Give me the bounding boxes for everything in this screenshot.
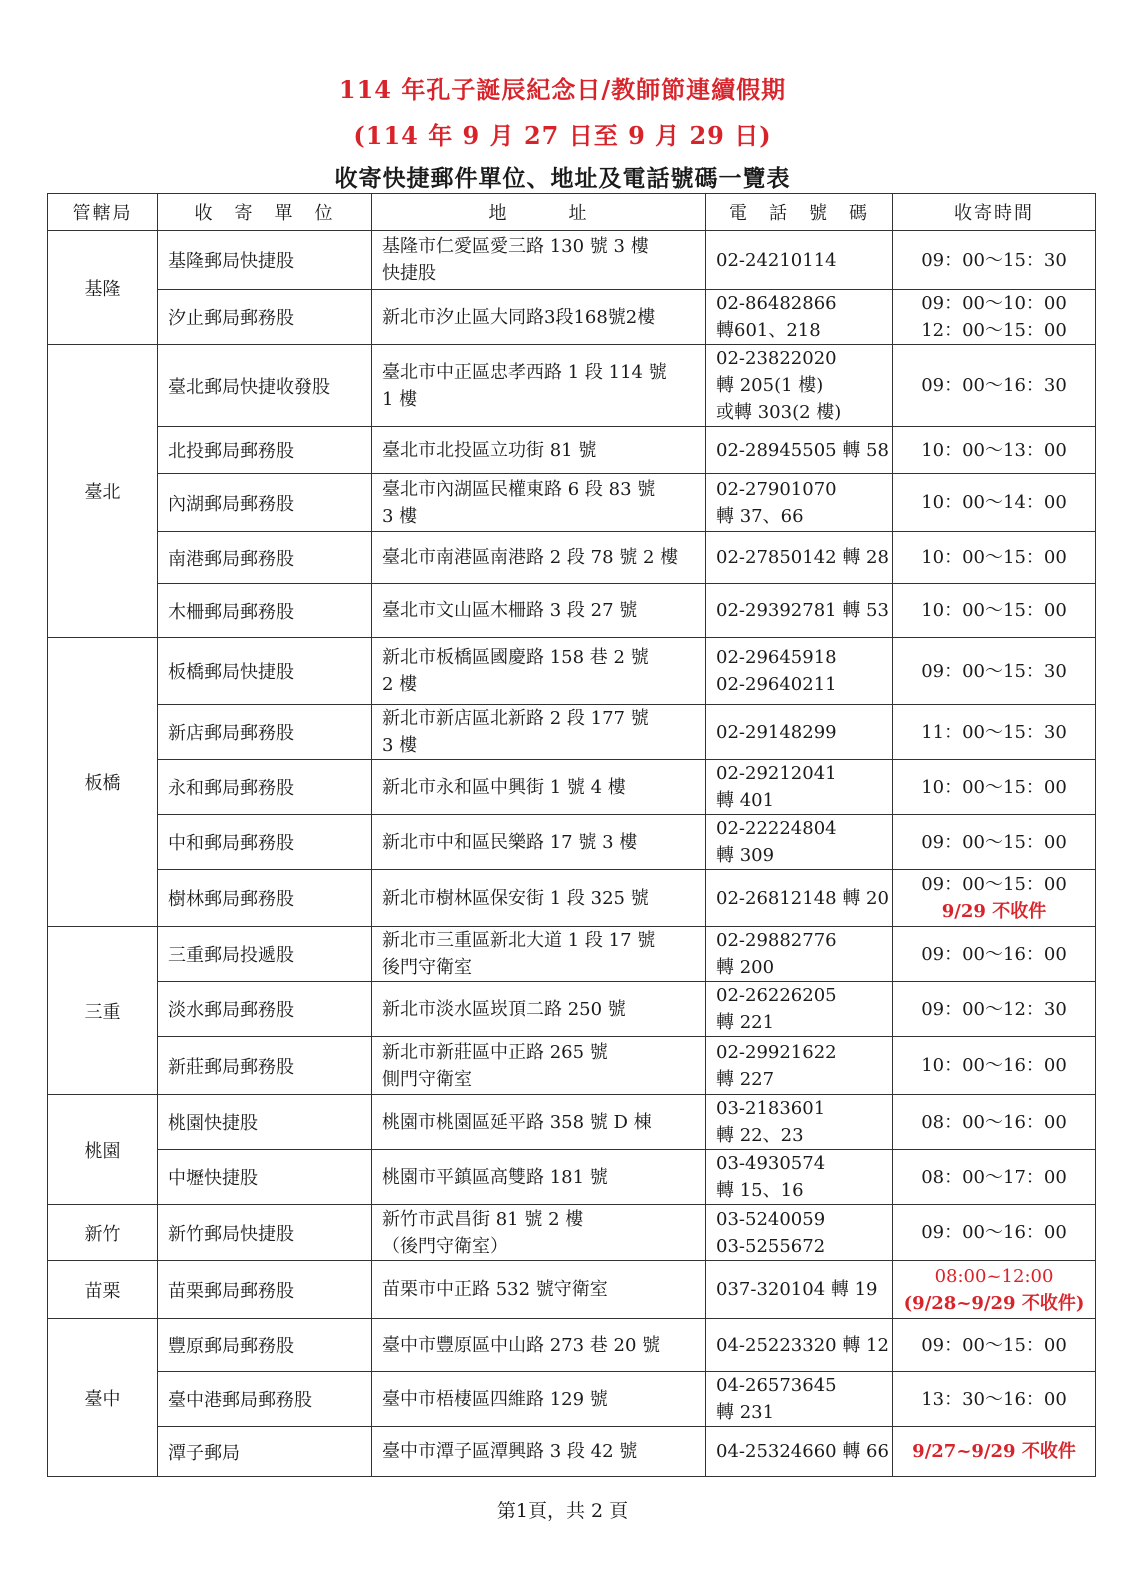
- unit-cell: 桃園快捷股: [158, 1095, 372, 1150]
- address-cell: [372, 1372, 706, 1427]
- table-row: [48, 1319, 1096, 1372]
- phone-line: 轉601、218: [716, 320, 821, 341]
- time-line: 09：00～15：30: [921, 249, 1067, 271]
- address-line: 桃園市桃園區延平路 358 號 D 棟: [382, 1111, 652, 1133]
- time-line: 09：00～12：30: [921, 998, 1067, 1020]
- address-cell: [372, 231, 706, 290]
- unit-cell: 木柵郵局郵務股: [158, 584, 372, 638]
- unit-cell: 臺中港郵局郵務股: [158, 1372, 372, 1427]
- phone-cell: [706, 1150, 893, 1205]
- address-cell: [372, 1095, 706, 1150]
- time-line-red: 08:00~12:00: [934, 1265, 1054, 1287]
- address-cell: [372, 638, 706, 705]
- address-line: 側門守衛室: [382, 1068, 472, 1090]
- table-row: [48, 1372, 1096, 1427]
- address-line: 新北市板橋區國慶路 158 巷 2 號: [382, 647, 649, 668]
- phone-line: 02-29645918: [716, 647, 837, 668]
- phone-cell: [706, 474, 893, 532]
- time-line: 09：00～16：30: [921, 375, 1067, 396]
- address-line: 臺北市北投區立功街 81 號: [382, 439, 597, 461]
- unit-cell: 新竹郵局快捷股: [158, 1205, 372, 1261]
- phone-line: 02-29212041: [716, 763, 837, 784]
- table-header-row: [48, 194, 1096, 231]
- time-line: 10：00～15：00: [921, 547, 1067, 568]
- unit-cell: 汐止郵局郵務股: [158, 290, 372, 345]
- phone-cell: [706, 1095, 893, 1150]
- title-line-1: 114 年孔子誕辰紀念日/教師節連續假期: [338, 75, 787, 104]
- phone-cell: [706, 982, 893, 1037]
- phone-cell: [706, 870, 893, 927]
- address-cell: [372, 760, 706, 815]
- address-cell: [372, 927, 706, 982]
- time-line: 09：00～16：00: [921, 1222, 1067, 1243]
- time-cell: [893, 290, 1096, 345]
- address-line: 新北市新店區北新路 2 段 177 號: [382, 708, 649, 729]
- address-line: 2 樓: [382, 674, 418, 695]
- time-cell: [893, 427, 1096, 474]
- address-line: 3 樓: [382, 735, 418, 756]
- unit-cell: 臺北郵局快捷收發股: [158, 345, 372, 427]
- phone-cell: [706, 231, 893, 290]
- phone-cell: [706, 427, 893, 474]
- phone-line: 02-26812148 轉 20: [716, 887, 889, 909]
- table-row: [48, 1095, 1096, 1150]
- unit-cell: 南港郵局郵務股: [158, 532, 372, 584]
- phone-cell: [706, 1319, 893, 1372]
- phone-cell: [706, 532, 893, 584]
- time-line: 09：00～15：30: [921, 660, 1067, 682]
- bureau-cell: 基隆: [48, 231, 158, 345]
- table-row: [48, 1261, 1096, 1319]
- header-address: 地 址: [372, 194, 706, 231]
- address-line: （後門守衛室）: [382, 1235, 508, 1257]
- header-unit: 收 寄 單 位: [158, 194, 372, 231]
- address-cell: [372, 1037, 706, 1095]
- address-cell: [372, 427, 706, 474]
- time-cell: [893, 474, 1096, 532]
- time-line: 08：00～16：00: [921, 1111, 1067, 1133]
- time-cell: [893, 815, 1096, 870]
- bureau-cell: 臺北: [48, 345, 158, 638]
- time-cell: [893, 1261, 1096, 1319]
- phone-cell: [706, 1205, 893, 1261]
- unit-cell: 中和郵局郵務股: [158, 815, 372, 870]
- address-cell: [372, 584, 706, 638]
- table-row: [48, 290, 1096, 345]
- address-line: 臺北市文山區木柵路 3 段 27 號: [382, 600, 638, 621]
- phone-line: 03-5240059: [716, 1208, 826, 1230]
- phone-line: 轉 205(1 樓): [716, 375, 824, 396]
- bureau-cell: 三重: [48, 927, 158, 1095]
- address-line: 新北市樹林區保安街 1 段 325 號: [382, 887, 649, 909]
- address-cell: [372, 982, 706, 1037]
- address-line: 後門守衛室: [382, 957, 472, 978]
- phone-line: 04-25324660 轉 66: [716, 1441, 889, 1462]
- table-row: [48, 1427, 1096, 1477]
- title-line-3: 收寄快捷郵件單位、地址及電話號碼一覽表: [334, 165, 791, 192]
- table-row: [48, 705, 1096, 760]
- time-cell: [893, 1427, 1096, 1477]
- no-collection-note: 9/27~9/29 不收件: [912, 1441, 1076, 1462]
- phone-line: 轉 200: [716, 957, 775, 978]
- phone-cell: [706, 1261, 893, 1319]
- phone-line: 轉 227: [716, 1068, 775, 1090]
- phone-line: 04-25223320 轉 12: [716, 1334, 889, 1356]
- phone-line: 02-29392781 轉 53: [716, 600, 889, 621]
- time-line: 13：30～16：00: [921, 1388, 1067, 1410]
- time-cell: [893, 1095, 1096, 1150]
- phone-cell: [706, 1427, 893, 1477]
- table-row: [48, 982, 1096, 1037]
- phone-line: 02-22224804: [716, 818, 837, 839]
- phone-line: 02-24210114: [716, 249, 837, 271]
- time-cell: [893, 1205, 1096, 1261]
- unit-cell: 樹林郵局郵務股: [158, 870, 372, 927]
- time-line: 09：00～16：00: [921, 943, 1067, 965]
- time-cell: [893, 870, 1096, 927]
- unit-cell: 板橋郵局快捷股: [158, 638, 372, 705]
- bureau-cell: 板橋: [48, 638, 158, 927]
- unit-cell: 中壢快捷股: [158, 1150, 372, 1205]
- address-cell: [372, 290, 706, 345]
- address-cell: [372, 1319, 706, 1372]
- unit-cell: 永和郵局郵務股: [158, 760, 372, 815]
- time-line: 09：00～10：00: [921, 293, 1067, 314]
- title-line-2: (114 年 9 月 27 日至 9 月 29 日): [353, 121, 772, 150]
- time-cell: [893, 584, 1096, 638]
- time-line: 10：00～16：00: [921, 1055, 1067, 1076]
- phone-line: 轉 231: [716, 1402, 775, 1423]
- phone-cell: [706, 584, 893, 638]
- unit-cell: 潭子郵局: [158, 1427, 372, 1477]
- address-line: 臺北市南港區南港路 2 段 78 號 2 樓: [382, 547, 679, 568]
- phone-cell: [706, 815, 893, 870]
- phone-line: 02-28945505 轉 58: [716, 439, 889, 461]
- time-line: 08：00～17：00: [921, 1166, 1067, 1188]
- unit-cell: 新店郵局郵務股: [158, 705, 372, 760]
- time-cell: [893, 1150, 1096, 1205]
- time-cell: [893, 1037, 1096, 1095]
- phone-cell: [706, 927, 893, 982]
- no-collection-note: 9/29 不收件: [941, 901, 1047, 922]
- no-collection-note: (9/28~9/29 不收件): [903, 1292, 1085, 1314]
- phone-line: 轉 309: [716, 845, 775, 866]
- table-row: [48, 1150, 1096, 1205]
- phone-cell: [706, 290, 893, 345]
- table-row: [48, 638, 1096, 705]
- address-cell: [372, 870, 706, 927]
- table-row: [48, 927, 1096, 982]
- phone-line: 02-27850142 轉 28: [716, 547, 889, 568]
- address-line: 新北市淡水區崁頂二路 250 號: [382, 998, 626, 1020]
- time-cell: [893, 760, 1096, 815]
- table-row: [48, 532, 1096, 584]
- time-line: 11：00～15：30: [921, 721, 1067, 743]
- table-row: [48, 427, 1096, 474]
- address-cell: [372, 705, 706, 760]
- time-cell: [893, 1319, 1096, 1372]
- unit-cell: 苗栗郵局郵務股: [158, 1261, 372, 1319]
- address-cell: [372, 532, 706, 584]
- address-line: 3 樓: [382, 505, 418, 527]
- unit-cell: 新莊郵局郵務股: [158, 1037, 372, 1095]
- unit-cell: 內湖郵局郵務股: [158, 474, 372, 532]
- address-cell: [372, 1150, 706, 1205]
- unit-cell: 基隆郵局快捷股: [158, 231, 372, 290]
- header-phone: 電 話 號 碼: [706, 194, 893, 231]
- phone-line: 轉 15、16: [716, 1180, 804, 1201]
- address-line: 基隆市仁愛區愛三路 130 號 3 樓: [382, 236, 649, 257]
- address-line: 臺中市豐原區中山路 273 巷 20 號: [382, 1334, 661, 1356]
- phone-cell: [706, 638, 893, 705]
- time-line: 09：00～15：00: [921, 831, 1067, 853]
- time-cell: [893, 345, 1096, 427]
- table-row: [48, 1205, 1096, 1261]
- table-row: [48, 345, 1096, 427]
- phone-line: 03-2183601: [716, 1098, 826, 1119]
- address-line: 臺中市梧棲區四維路 129 號: [382, 1388, 608, 1410]
- phone-line: 03-5255672: [716, 1235, 826, 1257]
- address-line: 桃園市平鎮區高雙路 181 號: [382, 1166, 608, 1188]
- phone-cell: [706, 760, 893, 815]
- unit-cell: 淡水郵局郵務股: [158, 982, 372, 1037]
- time-line: 09：00～15：00: [921, 874, 1067, 895]
- address-line: 新北市中和區民樂路 17 號 3 樓: [382, 831, 638, 853]
- table-row: [48, 474, 1096, 532]
- time-cell: [893, 927, 1096, 982]
- table-body: [48, 231, 1096, 1477]
- phone-line: 或轉 303(2 樓): [716, 402, 842, 423]
- time-cell: [893, 982, 1096, 1037]
- header-bureau: 管轄局: [48, 194, 158, 231]
- address-cell: [372, 474, 706, 532]
- address-cell: [372, 345, 706, 427]
- table-row: [48, 870, 1096, 927]
- address-line: 新北市新莊區中正路 265 號: [382, 1041, 608, 1063]
- phone-cell: [706, 1372, 893, 1427]
- phone-line: 037-320104 轉 19: [716, 1279, 878, 1300]
- phone-line: 02-23822020: [716, 348, 837, 369]
- phone-line: 03-4930574: [716, 1153, 826, 1174]
- phone-line: 02-29921622: [716, 1041, 837, 1063]
- address-line: 新北市永和區中興街 1 號 4 樓: [382, 776, 626, 798]
- phone-line: 轉 22、23: [716, 1125, 804, 1146]
- table-row: [48, 1037, 1096, 1095]
- time-line: 10：00～15：00: [921, 776, 1067, 798]
- address-line: 臺北市內湖區民權東路 6 段 83 號: [382, 478, 656, 500]
- address-cell: [372, 815, 706, 870]
- bureau-cell: 臺中: [48, 1319, 158, 1477]
- phone-line: 轉 37、66: [716, 505, 804, 527]
- phone-line: 轉 221: [716, 1012, 775, 1033]
- address-line: 新北市三重區新北大道 1 段 17 號: [382, 930, 656, 951]
- time-cell: [893, 1372, 1096, 1427]
- time-line: 10：00～15：00: [921, 600, 1067, 621]
- table-row: [48, 584, 1096, 638]
- time-line: 10：00～13：00: [921, 439, 1067, 461]
- table-row: [48, 760, 1096, 815]
- time-line: 09：00～15：00: [921, 1334, 1067, 1356]
- time-cell: [893, 705, 1096, 760]
- phone-line: 02-29882776: [716, 930, 837, 951]
- phone-line: 02-29148299: [716, 721, 837, 743]
- phone-cell: [706, 345, 893, 427]
- phone-line: 02-29640211: [716, 674, 837, 695]
- address-line: 1 樓: [382, 388, 418, 410]
- bureau-cell: 新竹: [48, 1205, 158, 1261]
- phone-line: 02-86482866: [716, 293, 837, 314]
- time-cell: [893, 231, 1096, 290]
- address-line: 臺北市中正區忠孝西路 1 段 114 號: [382, 361, 667, 383]
- address-line: 新北市汐止區大同路3段168號2樓: [382, 306, 656, 328]
- phone-line: 04-26573645: [716, 1375, 837, 1396]
- phone-line: 02-27901070: [716, 478, 837, 500]
- phone-line: 02-26226205: [716, 985, 837, 1006]
- address-line: 苗栗市中正路 532 號守衛室: [382, 1279, 608, 1300]
- time-cell: [893, 532, 1096, 584]
- time-line: 12：00～15：00: [921, 320, 1067, 341]
- table-row: [48, 231, 1096, 290]
- bureau-cell: 桃園: [48, 1095, 158, 1205]
- bureau-cell: 苗栗: [48, 1261, 158, 1319]
- address-cell: [372, 1205, 706, 1261]
- phone-cell: [706, 1037, 893, 1095]
- address-cell: [372, 1261, 706, 1319]
- post-office-table: [47, 193, 1096, 1477]
- table-row: [48, 815, 1096, 870]
- phone-cell: [706, 705, 893, 760]
- time-cell: [893, 638, 1096, 705]
- time-line: 10：00～14：00: [921, 492, 1067, 513]
- phone-line: 轉 401: [716, 790, 775, 811]
- unit-cell: 北投郵局郵務股: [158, 427, 372, 474]
- address-line: 臺中市潭子區潭興路 3 段 42 號: [382, 1441, 638, 1462]
- address-cell: [372, 1427, 706, 1477]
- unit-cell: 豐原郵局郵務股: [158, 1319, 372, 1372]
- header-time: 收寄時間: [893, 194, 1096, 231]
- unit-cell: 三重郵局投遞股: [158, 927, 372, 982]
- page-footer: 第1頁，共 2 頁: [496, 1500, 629, 1522]
- address-line: 快捷股: [382, 263, 436, 284]
- address-line: 新竹市武昌街 81 號 2 樓: [382, 1208, 584, 1230]
